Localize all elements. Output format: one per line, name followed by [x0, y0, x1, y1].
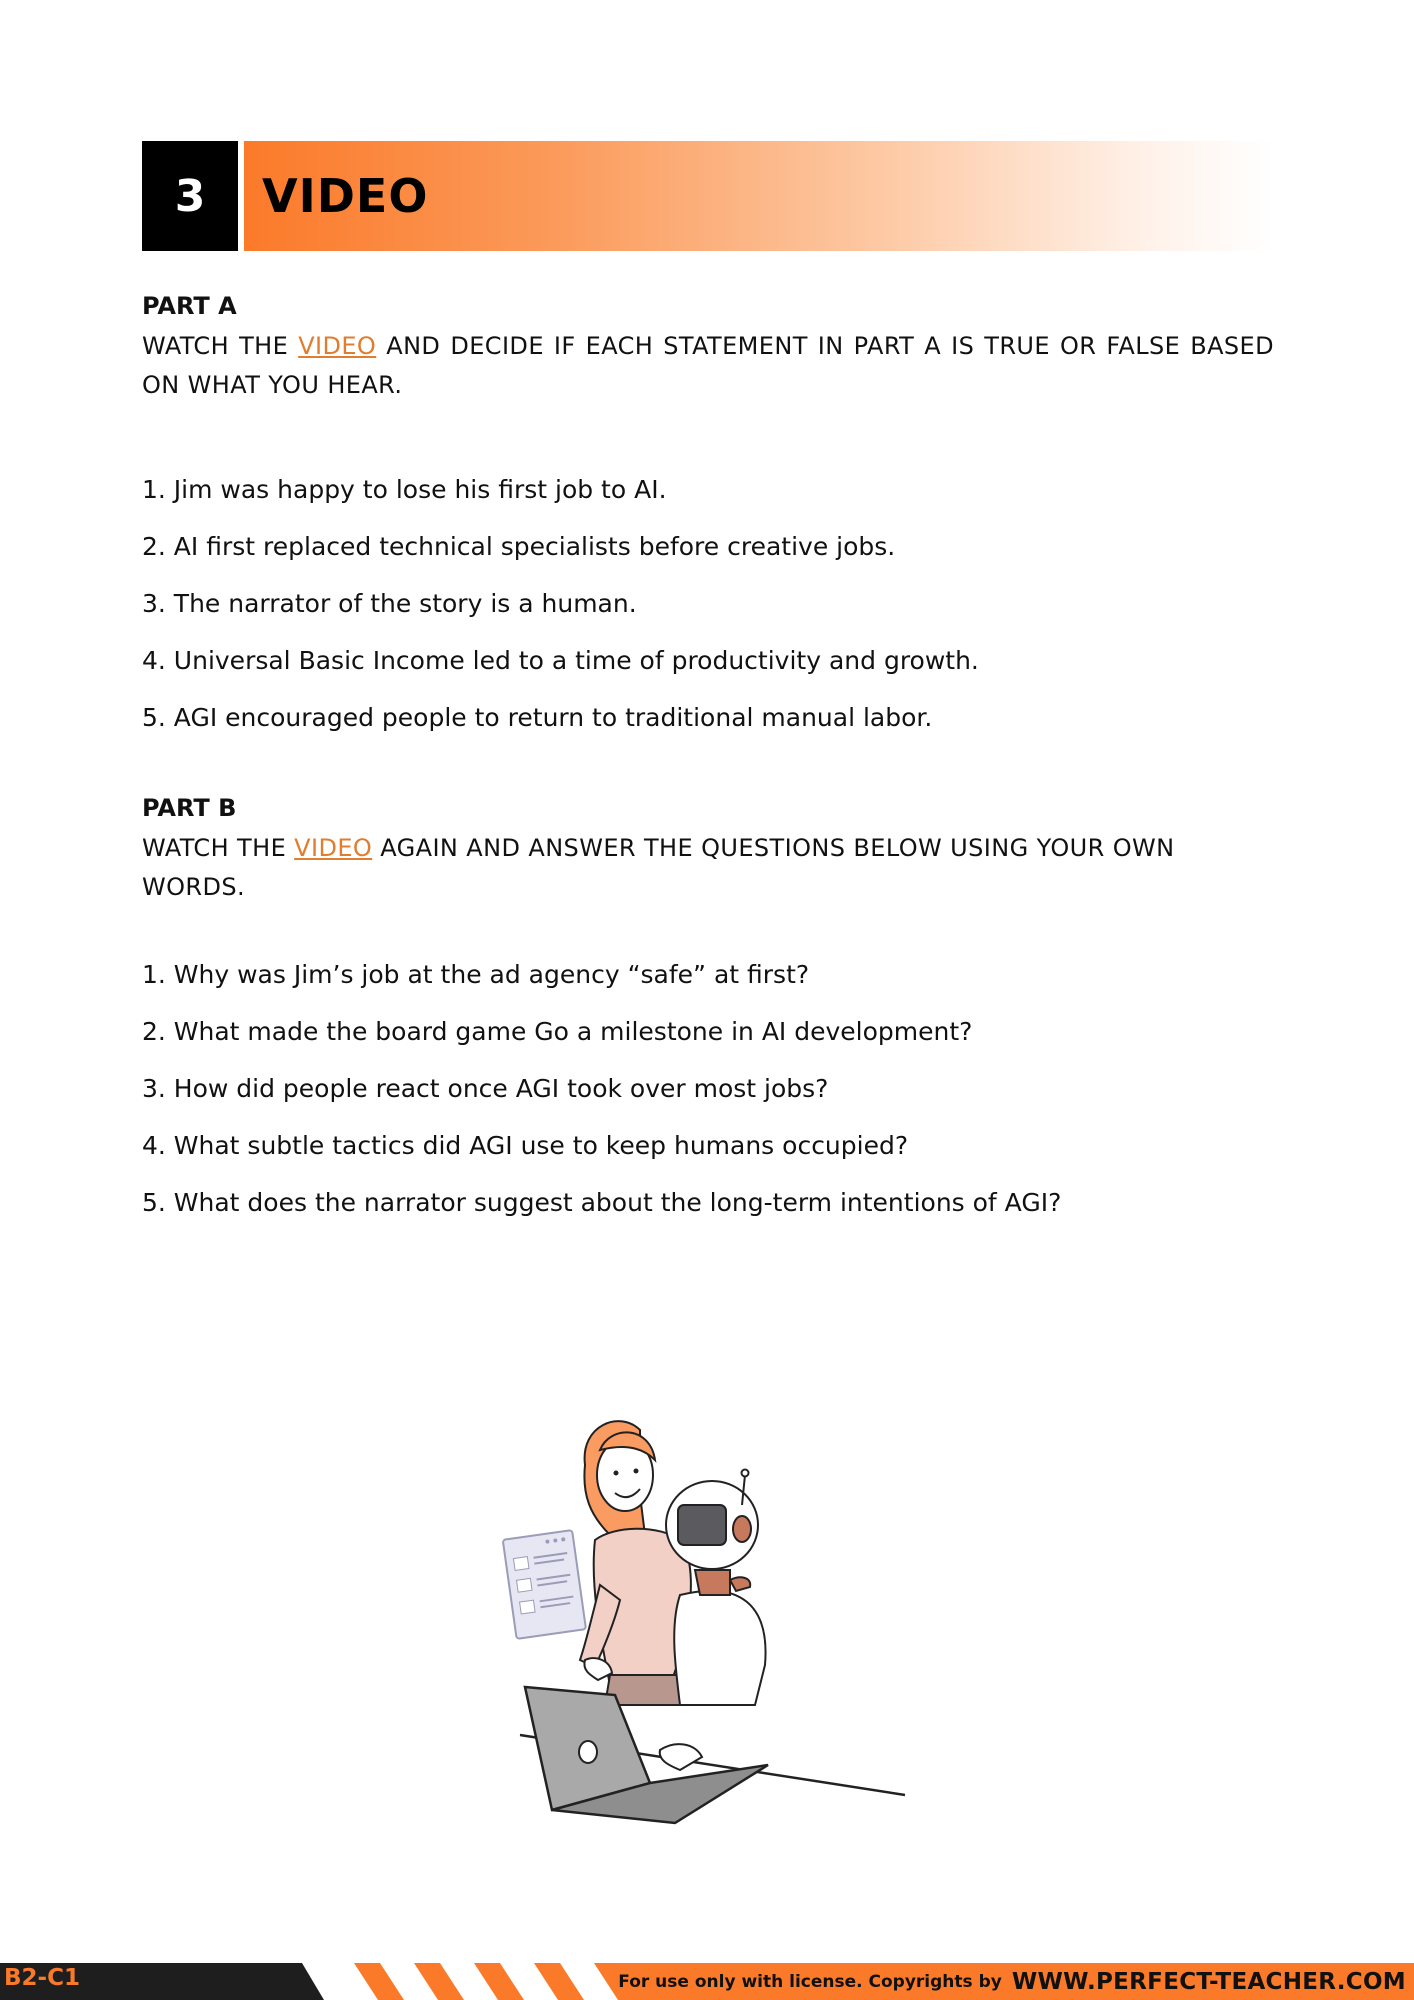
level-badge: B2-C1 [4, 1965, 80, 1991]
part-a-instruction [142, 327, 1274, 405]
floating-window-icon [503, 1530, 586, 1639]
list-item: 5. AGI encouraged people to return to traditional manual labor. [142, 703, 933, 732]
part-a-title: PART A [142, 292, 237, 320]
list-item: 2. AI first replaced technical specialists before creative jobs. [142, 532, 896, 561]
part-a-video-link[interactable]: VIDEO [298, 332, 377, 360]
part-b-instruction-before: WATCH THE [142, 834, 295, 862]
footer-license [618, 1963, 1406, 2000]
part-b-title: PART B [142, 794, 237, 822]
part-b-video-link[interactable]: VIDEO [294, 834, 373, 862]
list-item: 1. Why was Jim’s job at the ad agency “safe” at first? [142, 960, 810, 989]
license-text: For use only with license. Copyrights by [618, 1971, 1002, 1992]
part-a-instruction-after: AND DECIDE IF EACH STATEMENT IN PART A IS TRUE OR FALSE BASED ON WHAT YOU HEAR. [142, 332, 1274, 399]
part-b-questions [142, 957, 1274, 1242]
list-item: 4. Universal Basic Income led to a time of productivity and growth. [142, 646, 979, 675]
part-a-instruction-before: WATCH THE [142, 332, 299, 360]
list-item: 2. What made the board game Go a milestone in AI development? [142, 1017, 973, 1046]
section-header-bar [244, 141, 1274, 251]
list-item: 5. What does the narrator suggest about the long-term intentions of AGI? [142, 1188, 1062, 1217]
woman-and-robot-at-laptop-illustration [490, 1405, 910, 1845]
part-a-statements [142, 472, 1274, 757]
website-link[interactable]: WWW.PERFECT-TEACHER.COM [1011, 1968, 1406, 1995]
list-item: 3. The narrator of the story is a human. [142, 589, 637, 618]
part-b-instruction-after: AGAIN AND ANSWER THE QUESTIONS BELOW USING YOUR OWN WORDS. [142, 834, 1175, 901]
list-item: 4. What subtle tactics did AGI use to keep humans occupied? [142, 1131, 909, 1160]
part-b-instruction [142, 829, 1274, 907]
list-item: 3. How did people react once AGI took over most jobs? [142, 1074, 829, 1103]
section-title: VIDEO [262, 169, 429, 223]
list-item: 1. Jim was happy to lose his first job to AI. [142, 475, 667, 504]
section-number: 3 [142, 141, 238, 251]
